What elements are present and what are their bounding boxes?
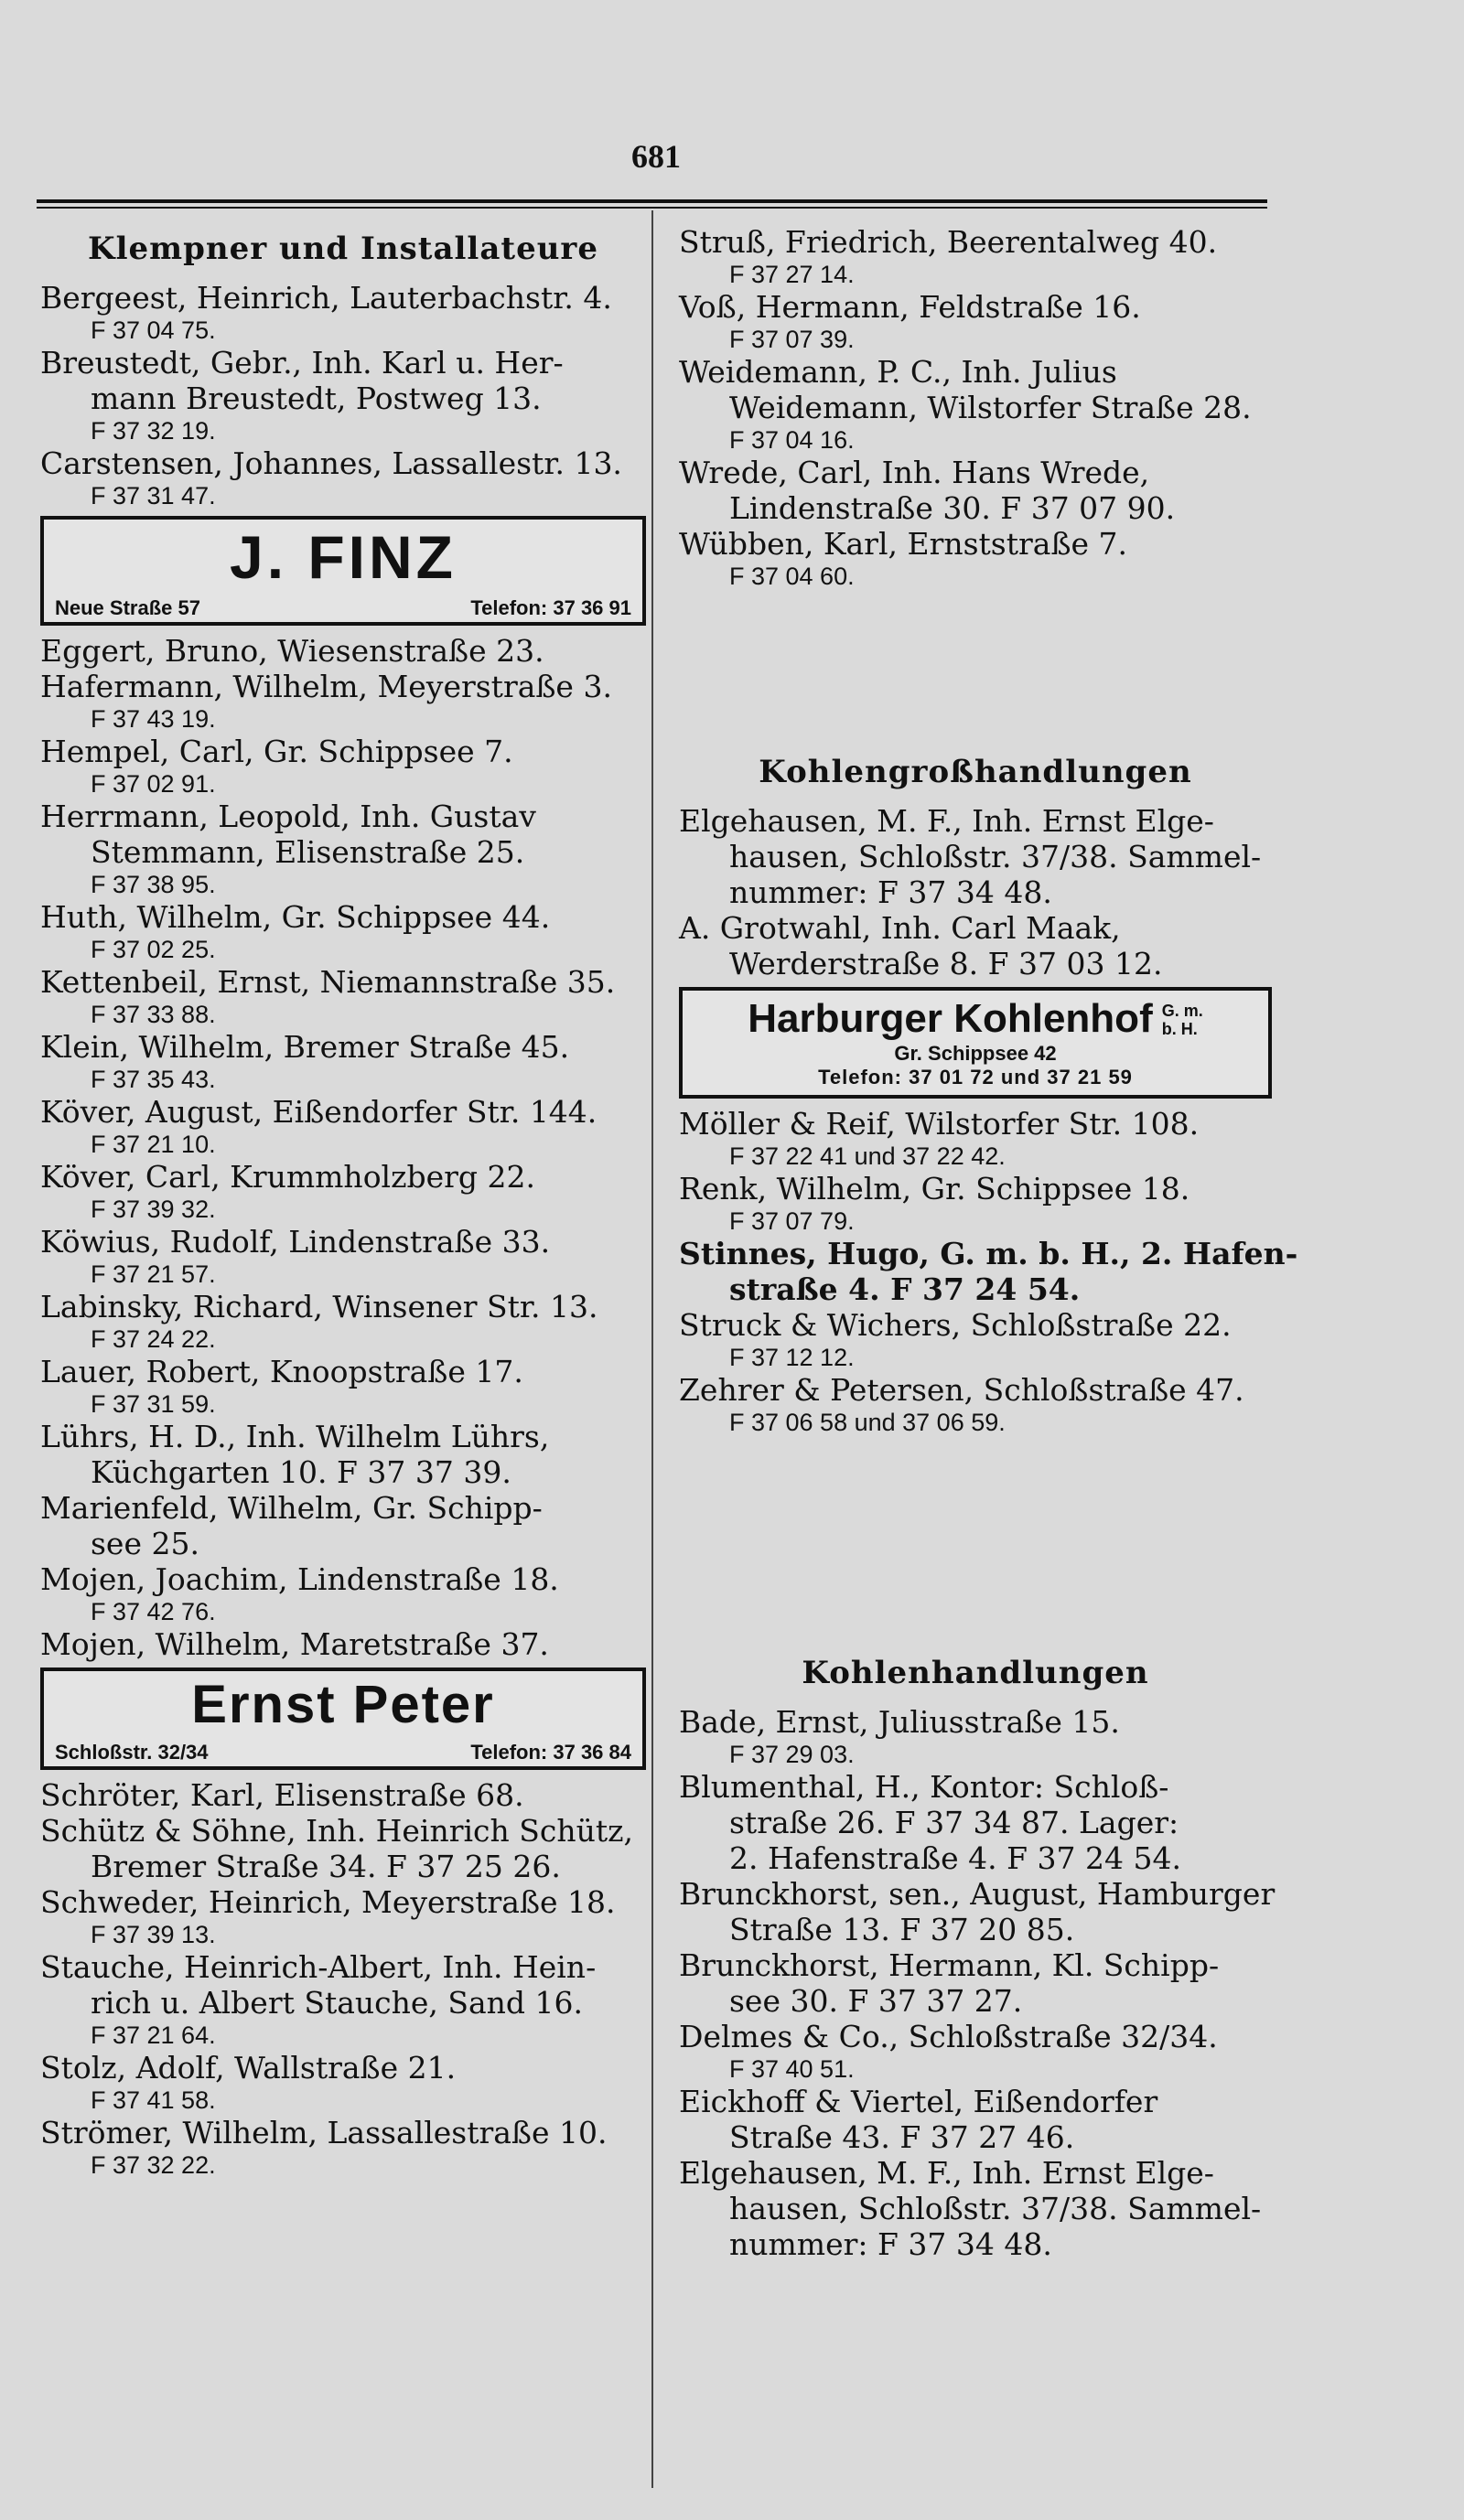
- directory-entry: [679, 1769, 1272, 1876]
- directory-entry: [679, 1704, 1272, 1769]
- entry-name-line: Labinsky, Richard, Winsener Str. 13.: [40, 1289, 598, 1324]
- right-column: [679, 224, 1298, 2262]
- entry-phone: F 37 39 13.: [91, 1921, 216, 1948]
- entry-phone: F 37 06 58 und 37 06 59.: [729, 1409, 1006, 1436]
- entry-name-line: Brunckhorst, Hermann, Kl. Schipp-: [679, 1947, 1220, 1983]
- entry-phone: F 37 31 47.: [91, 482, 216, 509]
- entry-name-line: Blumenthal, H., Kontor: Schloß-: [679, 1769, 1169, 1805]
- entry-continuation-line: Küchgarten 10. F 37 37 39.: [91, 1454, 511, 1490]
- directory-entry: [40, 1289, 646, 1354]
- entry-name-line: Marienfeld, Wilhelm, Gr. Schipp-: [40, 1490, 543, 1526]
- left-column: [40, 231, 646, 2180]
- directory-entry: [679, 910, 1272, 981]
- entry-continuation-line: Werderstraße 8. F 37 03 12.: [729, 946, 1163, 981]
- entry-phone: F 37 07 39.: [729, 326, 855, 353]
- directory-entry: [40, 1813, 646, 1884]
- directory-entry: [679, 455, 1272, 526]
- directory-entry: [40, 1561, 646, 1626]
- entry-phone: F 37 32 19.: [91, 417, 216, 445]
- entry-phone: F 37 02 25.: [91, 936, 216, 963]
- entry-name-line: Zehrer & Petersen, Schloßstraße 47.: [679, 1372, 1244, 1408]
- entry-phone: F 37 07 79.: [729, 1207, 855, 1235]
- entry-continuation-line: Weidemann, Wilstorfer Straße 28.: [729, 390, 1252, 425]
- entry-continuation-line: Straße 43. F 37 27 46.: [729, 2119, 1075, 2155]
- directory-entry: [40, 2115, 646, 2180]
- ad-harburger-street: Gr. Schippsee 42: [894, 1042, 1057, 1065]
- entry-phone: F 37 39 32.: [91, 1196, 216, 1223]
- directory-entry: [679, 2155, 1272, 2262]
- entry-continuation-line: rich u. Albert Stauche, Sand 16.: [91, 1985, 584, 2021]
- ad-ernst-peter: [40, 1667, 646, 1770]
- directory-entry: [40, 1949, 646, 2050]
- entry-phone: F 37 21 57.: [91, 1260, 216, 1288]
- entry-name-line: Lauer, Robert, Knoopstraße 17.: [40, 1354, 523, 1389]
- entry-name-line: Wübben, Karl, Ernststraße 7.: [679, 526, 1127, 562]
- directory-entry: [40, 899, 646, 964]
- directory-entry: [679, 1106, 1272, 1171]
- entry-phone: F 37 41 58.: [91, 2086, 216, 2114]
- ad-harburger-kohlenhof: [679, 987, 1272, 1099]
- entry-name-line: Hempel, Carl, Gr. Schippsee 7.: [40, 734, 513, 769]
- entry-phone: F 37 43 19.: [91, 705, 216, 733]
- entries-kohlengrosshandlungen: [679, 803, 1272, 981]
- entry-name-line: Weidemann, P. C., Inh. Julius: [679, 354, 1117, 390]
- directory-entry: [679, 1876, 1276, 1947]
- entry-name-line: Lührs, H. D., Inh. Wilhelm Lührs,: [40, 1419, 550, 1454]
- directory-entry: [40, 734, 646, 799]
- entry-phone: F 37 42 76.: [91, 1598, 216, 1625]
- directory-entry: [679, 1947, 1272, 2019]
- entry-name-line: Möller & Reif, Wilstorfer Str. 108.: [679, 1106, 1200, 1142]
- ad-finz: [40, 516, 646, 626]
- entries-kohlengrosshandlungen-b: [679, 1106, 1298, 1437]
- directory-entry: [40, 799, 646, 899]
- entry-phone: F 37 31 59.: [91, 1390, 216, 1418]
- entry-name-line: Strömer, Wilhelm, Lassallestraße 10.: [40, 2115, 608, 2150]
- entry-name-line: Stauche, Heinrich-Albert, Inh. Hein-: [40, 1949, 597, 1985]
- entry-name-line: Wrede, Carl, Inh. Hans Wrede,: [679, 455, 1150, 490]
- ad-peter-phone: Telefon: 37 36 84: [470, 1741, 631, 1764]
- entry-continuation-line: mann Breustedt, Postweg 13.: [91, 381, 542, 416]
- entry-phone: F 37 24 22.: [91, 1325, 216, 1353]
- entry-name-line: Schweder, Heinrich, Meyerstraße 18.: [40, 1884, 616, 1920]
- entry-phone: F 37 21 64.: [91, 2021, 216, 2049]
- directory-entry: [40, 669, 646, 734]
- section-heading-kohlengrosshandlungen: Kohlengroßhandlungen: [759, 754, 1192, 790]
- entry-name-line: Elgehausen, M. F., Inh. Ernst Elge-: [679, 2155, 1214, 2191]
- entry-continuation-line: 2. Hafenstraße 4. F 37 24 54.: [729, 1840, 1181, 1876]
- directory-entry: [679, 354, 1272, 455]
- entries-klempner-continued: [679, 224, 1272, 591]
- entries-klempner-c: [40, 1777, 646, 2180]
- header-rule-thin: [37, 207, 1267, 209]
- directory-entry: [679, 2084, 1272, 2155]
- entry-name-line: Struß, Friedrich, Beerentalweg 40.: [679, 224, 1218, 260]
- entry-phone: F 37 35 43.: [91, 1066, 216, 1093]
- ad-peter-street: Schloßstr. 32/34: [55, 1741, 209, 1764]
- ad-peter-brand: Ernst Peter: [191, 1675, 495, 1734]
- entry-name-line: Klein, Wilhelm, Bremer Straße 45.: [40, 1029, 570, 1065]
- entry-name-line: Eickhoff & Viertel, Eißendorfer: [679, 2084, 1158, 2119]
- entry-continuation-line: Bremer Straße 34. F 37 25 26.: [91, 1849, 561, 1884]
- entry-phone: F 37 32 22.: [91, 2151, 216, 2179]
- directory-entry: [679, 1236, 1298, 1307]
- ad-harburger-suffix-1: G. m.: [1161, 1002, 1203, 1020]
- entry-continuation-line: nummer: F 37 34 48.: [729, 2226, 1052, 2262]
- entry-name-line: Huth, Wilhelm, Gr. Schippsee 44.: [40, 899, 551, 935]
- directory-entry: [40, 1777, 646, 1813]
- entry-continuation-line: straße 4. F 37 24 54.: [729, 1271, 1081, 1307]
- entry-name-line: Stolz, Adolf, Wallstraße 21.: [40, 2050, 457, 2086]
- directory-entry: [40, 1224, 646, 1289]
- entry-continuation-line: straße 26. F 37 34 87. Lager:: [729, 1805, 1179, 1840]
- entry-phone: F 37 40 51.: [729, 2055, 855, 2083]
- entry-name-line: Eggert, Bruno, Wiesenstraße 23.: [40, 633, 544, 669]
- directory-entry: [40, 1626, 646, 1662]
- entry-phone: F 37 27 14.: [729, 261, 855, 288]
- entry-continuation-line: Stemmann, Elisenstraße 25.: [91, 834, 525, 870]
- entry-continuation-line: nummer: F 37 34 48.: [729, 874, 1052, 910]
- entry-name-line: Struck & Wichers, Schloßstraße 22.: [679, 1307, 1232, 1343]
- entry-phone: F 37 38 95.: [91, 871, 216, 898]
- entry-name-line: Voß, Hermann, Feldstraße 16.: [679, 289, 1141, 325]
- ad-harburger-phone: Telefon: 37 01 72 und 37 21 59: [818, 1066, 1133, 1088]
- header-rule: [37, 199, 1267, 203]
- entry-phone: F 37 04 16.: [729, 426, 855, 454]
- entry-name-line: Hafermann, Wilhelm, Meyerstraße 3.: [40, 669, 612, 704]
- ad-finz-phone: Telefon: 37 36 91: [470, 596, 631, 619]
- directory-entry: [679, 1171, 1272, 1236]
- directory-entry: [40, 633, 646, 669]
- entries-klempner-a: [40, 280, 646, 510]
- directory-entry: [679, 224, 1272, 289]
- entry-name-line: Renk, Wilhelm, Gr. Schippsee 18.: [679, 1171, 1190, 1206]
- directory-entry: [40, 1884, 646, 1949]
- entry-continuation-line: Lindenstraße 30. F 37 07 90.: [729, 490, 1176, 526]
- entry-name-line: Bade, Ernst, Juliusstraße 15.: [679, 1704, 1120, 1740]
- directory-entry: [679, 1372, 1272, 1437]
- entry-phone: F 37 29 03.: [729, 1741, 855, 1768]
- entry-name-line: Stinnes, Hugo, G. m. b. H., 2. Hafen-: [679, 1236, 1298, 1271]
- page-number: 681: [631, 138, 681, 175]
- ad-finz-street: Neue Straße 57: [55, 596, 200, 619]
- entries-klempner-b: [40, 633, 646, 1662]
- ad-harburger-suffix-2: b. H.: [1161, 1020, 1198, 1038]
- directory-entry: [40, 445, 646, 510]
- entry-name-line: Köver, August, Eißendorfer Str. 144.: [40, 1094, 597, 1130]
- entry-name-line: Elgehausen, M. F., Inh. Ernst Elge-: [679, 803, 1214, 839]
- directory-entry: [679, 526, 1272, 591]
- column-divider: [651, 210, 653, 2488]
- directory-entry: [40, 2050, 646, 2115]
- entry-continuation-line: hausen, Schloßstr. 37/38. Sammel-: [729, 839, 1262, 874]
- directory-entry: [40, 1094, 646, 1159]
- entry-continuation-line: Straße 13. F 37 20 85.: [729, 1912, 1075, 1947]
- entry-phone: F 37 02 91.: [91, 770, 216, 798]
- entry-name-line: Kettenbeil, Ernst, Niemannstraße 35.: [40, 964, 616, 1000]
- entries-kohlenhandlungen: [679, 1704, 1276, 2262]
- entry-name-line: Schröter, Karl, Elisenstraße 68.: [40, 1777, 524, 1813]
- directory-entry: [679, 803, 1272, 910]
- entry-name-line: Brunckhorst, sen., August, Hamburger: [679, 1876, 1276, 1912]
- directory-entry: [40, 1354, 646, 1419]
- section-heading-klempner: Klempner und Installateure: [88, 231, 598, 267]
- section-heading-kohlenhandlungen: Kohlenhandlungen: [802, 1655, 1149, 1691]
- entry-phone: F 37 33 88.: [91, 1001, 216, 1028]
- entry-continuation-line: hausen, Schloßstr. 37/38. Sammel-: [729, 2191, 1262, 2226]
- directory-entry: [679, 289, 1272, 354]
- ad-harburger-brand: Harburger Kohlenhof: [748, 996, 1153, 1041]
- entry-phone: F 37 12 12.: [729, 1344, 855, 1371]
- entry-phone: F 37 04 75.: [91, 316, 216, 344]
- entry-phone: F 37 22 41 und 37 22 42.: [729, 1142, 1006, 1170]
- directory-entry: [679, 2019, 1272, 2084]
- entry-name-line: Delmes & Co., Schloßstraße 32/34.: [679, 2019, 1218, 2054]
- directory-entry: [40, 345, 646, 445]
- entry-name-line: Bergeest, Heinrich, Lauterbachstr. 4.: [40, 280, 612, 316]
- entry-name-line: Mojen, Wilhelm, Maretstraße 37.: [40, 1626, 549, 1662]
- entry-continuation-line: see 25.: [91, 1526, 199, 1561]
- entry-name-line: Schütz & Söhne, Inh. Heinrich Schütz,: [40, 1813, 634, 1849]
- entry-name-line: Köver, Carl, Krummholzberg 22.: [40, 1159, 536, 1195]
- entry-phone: F 37 21 10.: [91, 1131, 216, 1158]
- entry-name-line: A. Grotwahl, Inh. Carl Maak,: [679, 910, 1121, 946]
- directory-entry: [40, 1029, 646, 1094]
- directory-entry: [40, 280, 646, 345]
- entry-name-line: Breustedt, Gebr., Inh. Karl u. Her-: [40, 345, 564, 381]
- ad-finz-brand: J. FINZ: [229, 523, 457, 591]
- directory-entry: [40, 1159, 646, 1224]
- directory-entry: [679, 1307, 1272, 1372]
- directory-entry: [40, 1490, 646, 1561]
- directory-entry: [40, 1419, 646, 1490]
- entry-name-line: Carstensen, Johannes, Lassallestr. 13.: [40, 445, 622, 481]
- entry-phone: F 37 04 60.: [729, 563, 855, 590]
- entry-continuation-line: see 30. F 37 37 27.: [729, 1983, 1023, 2019]
- entry-name-line: Mojen, Joachim, Lindenstraße 18.: [40, 1561, 559, 1597]
- entry-name-line: Köwius, Rudolf, Lindenstraße 33.: [40, 1224, 551, 1260]
- entry-name-line: Herrmann, Leopold, Inh. Gustav: [40, 799, 536, 834]
- directory-entry: [40, 964, 646, 1029]
